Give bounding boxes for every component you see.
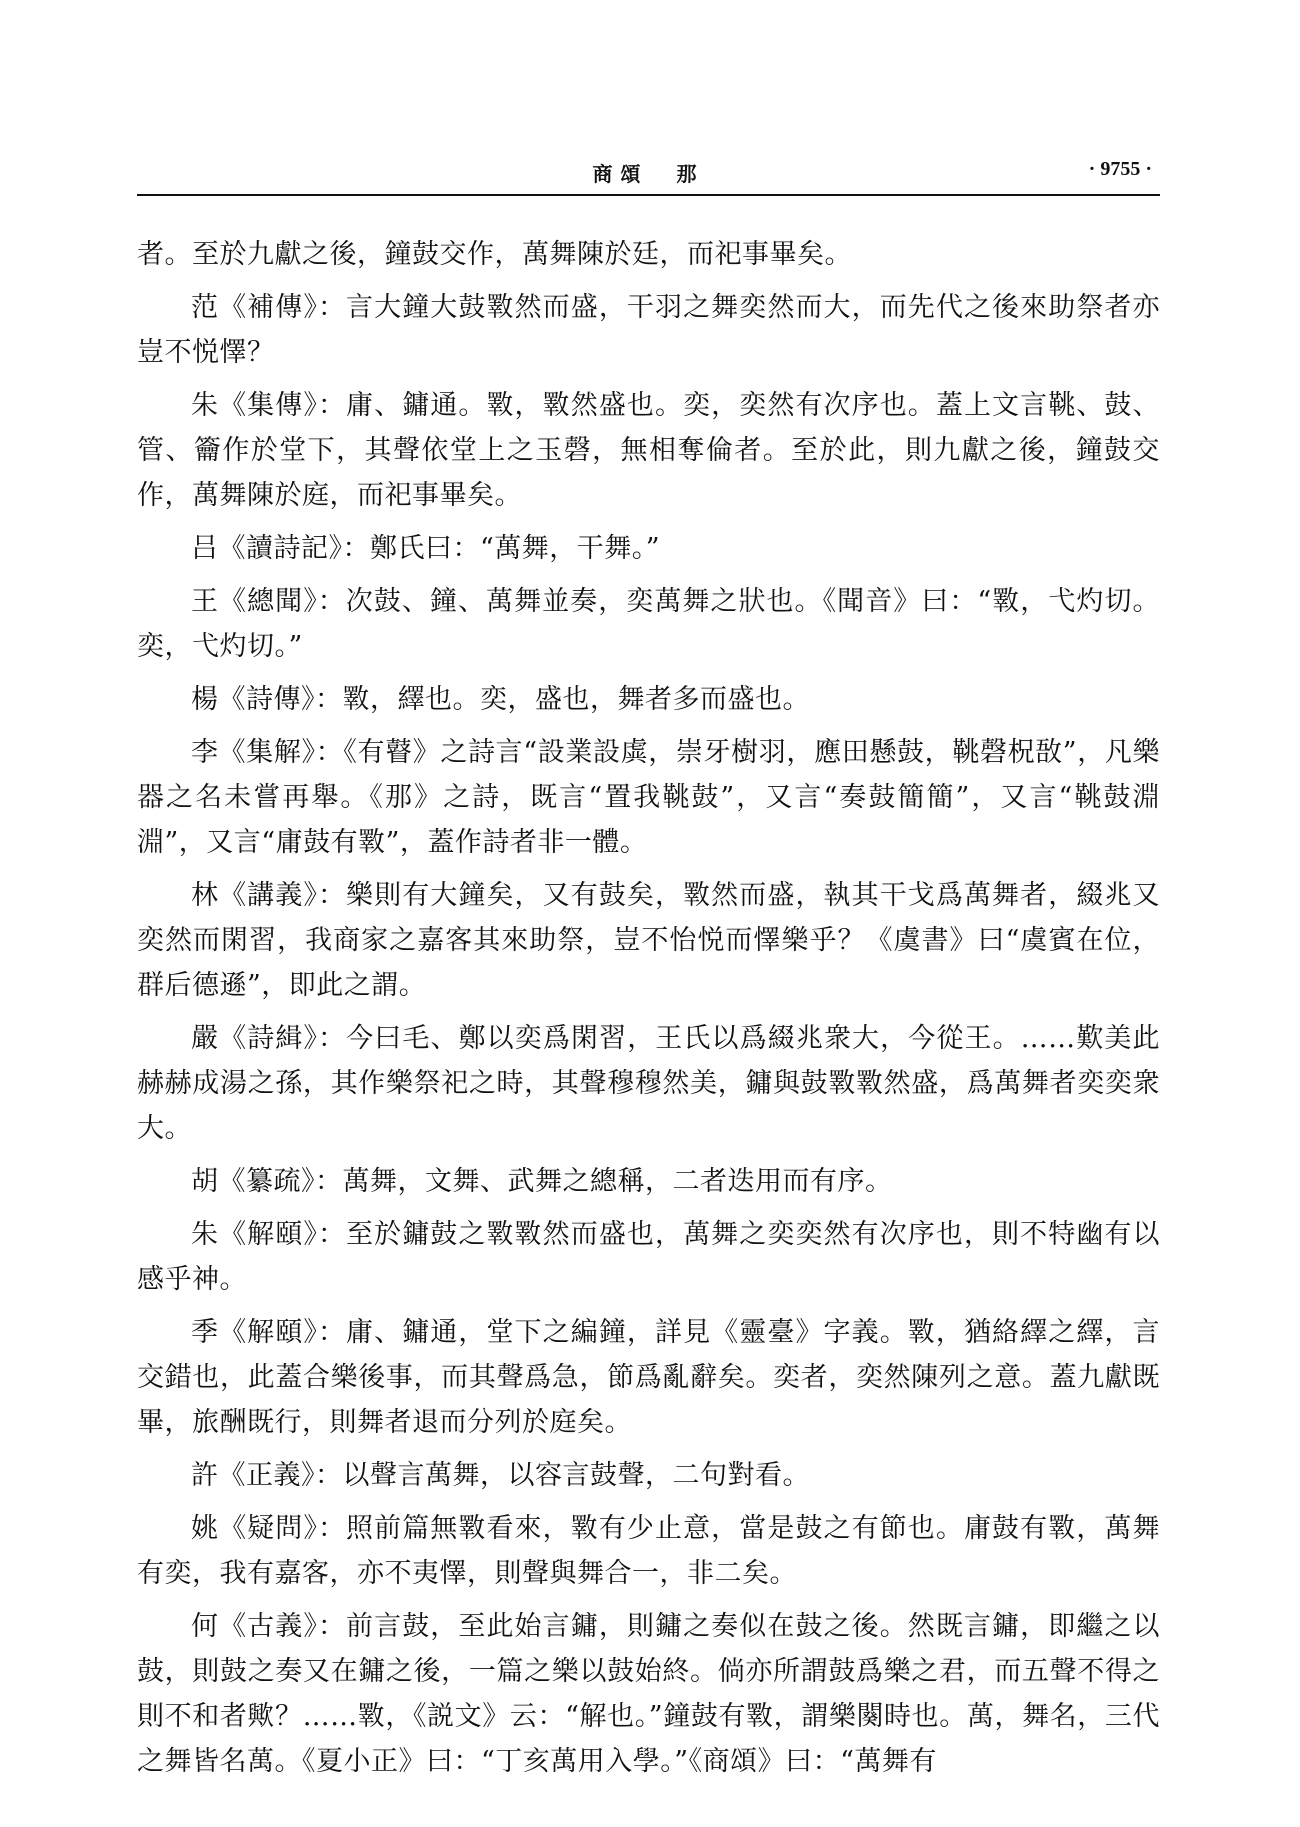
paragraph-li-jijie: 李《集解》：《有瞽》之詩言“設業設虡，崇牙樹羽，應田懸鼓，鞉磬柷敔”，凡樂器之名未嘗再舉。《那》之詩，既言“置我鞉鼓”，又言“奏鼓簡簡”，又言“鞉鼓淵淵”，又言“庸鼓有斁”，蓋作詩者非一體。: [137, 737, 1160, 858]
paragraph-lin-jiangyi: 林《講義》：樂則有大鐘矣，又有鼓矣，斁然而盛，執其干戈爲萬舞者，綴兆又奕然而閑習，我商家之嘉客其來助祭，豈不怡悦而懌樂乎？《虞書》曰“虞賓在位，群后德遜”，即此之謂。: [137, 880, 1160, 1001]
running-head: [137, 158, 1160, 192]
paragraph-hu-zuanshu: 胡《纂疏》：萬舞，文舞、武舞之總稱，二者迭用而有序。: [191, 1166, 893, 1197]
paragraph-fan-buzhuan: 范《補傳》：言大鐘大鼓斁然而盛，干羽之舞奕然而大，而先代之後來助祭者亦豈不悦懌？: [137, 292, 1160, 368]
running-title: 商頌 那: [592, 162, 705, 186]
paragraph-yao-yiwen: 姚《疑問》：照前篇無斁看來，斁有少止意，當是鼓之有節也。庸鼓有斁，萬舞有奕，我有嘉客，亦不夷懌，則聲與舞合一，非二矣。: [137, 1513, 1160, 1589]
body-text: [137, 232, 1160, 1792]
page-number: · 9755 ·: [1088, 158, 1152, 180]
paragraph-continuation: 者。至於九獻之後，鐘鼓交作，萬舞陳於廷，而祀事畢矣。: [137, 239, 852, 270]
paragraph-yan-shiji: 嚴《詩緝》：今曰毛、鄭以奕爲閑習，王氏以爲綴兆衆大，今從王。……歎美此赫赫成湯之孫，其作樂祭祀之時，其聲穆穆然美，鏞與鼓斁斁然盛，爲萬舞者奕奕衆大。: [137, 1023, 1160, 1144]
paragraph-zhu-jieyi: 朱《解頤》：至於鏞鼓之斁斁然而盛也，萬舞之奕奕然有次序也，則不特幽有以感乎神。: [137, 1219, 1160, 1295]
paragraph-lu-dushiji: 吕《讀詩記》：鄭氏曰：“萬舞，干舞。”: [191, 533, 661, 564]
paragraph-ji-jieyi: 季《解頤》：庸、鏞通，堂下之編鐘，詳見《靈臺》字義。斁，猶絡繹之繹，言交錯也，此蓋合樂後事，而其聲爲急，節爲亂辭矣。奕者，奕然陳列之意。蓋九獻既畢，旅酬既行，則舞者退而分列於庭矣。: [137, 1317, 1160, 1438]
header-rule: [137, 194, 1160, 196]
paragraph-wang-zongwen: 王《總聞》：次鼓、鐘、萬舞並奏，奕萬舞之狀也。《聞音》曰：“斁，弋灼切。奕，弋灼切。”: [137, 586, 1160, 662]
paragraph-zhu-jizhuan: 朱《集傳》：庸、鏞通。斁，斁然盛也。奕，奕然有次序也。蓋上文言鞉、鼓、管、籥作於堂下，其聲依堂上之玉磬，無相奪倫者。至於此，則九獻之後，鐘鼓交作，萬舞陳於庭，而祀事畢矣。: [137, 390, 1160, 511]
paragraph-he-guyi: 何《古義》：前言鼓，至此始言鏞，則鏞之奏似在鼓之後。然既言鏞，即繼之以鼓，則鼓之奏又在鏞之後，一篇之樂以鼓始終。倘亦所謂鼓爲樂之君，而五聲不得之則不和者歟？……斁，《説文》云：“解也。”鐘鼓有斁，謂樂闋時也。萬，舞名，三代之舞皆名萬。《夏小正》曰：“丁亥萬用入學。”《商頌》曰：“萬舞有: [137, 1611, 1160, 1777]
paragraph-yang-shizhuan: 楊《詩傳》：斁，繹也。奕，盛也，舞者多而盛也。: [191, 684, 810, 715]
paragraph-xu-zhengyi: 許《正義》：以聲言萬舞，以容言鼓聲，二句對看。: [191, 1460, 810, 1491]
